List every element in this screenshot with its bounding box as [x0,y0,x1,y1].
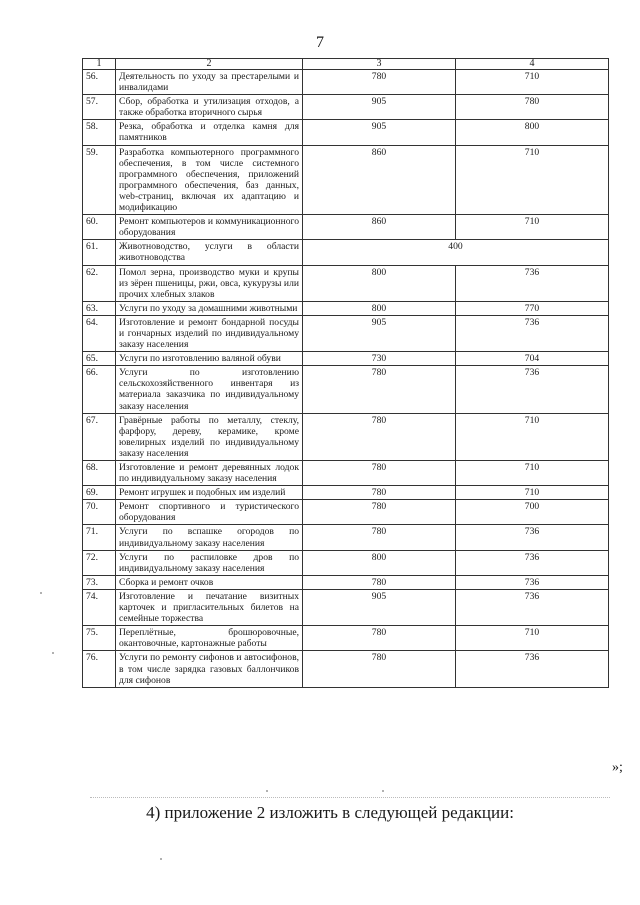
scan-speck [40,592,42,594]
row-number: 64. [83,315,116,351]
table-row [83,145,609,215]
table-row [83,352,609,366]
activity-description: Изготовление и ремонт бондарной посуды и гончарных изделий по индивидуальному заказу населения [116,315,303,351]
value-col-3: 780 [303,651,456,687]
value-col-4: 736 [456,651,609,687]
value-col-4: 700 [456,500,609,525]
row-number: 68. [83,461,116,486]
page-number: 7 [316,34,324,51]
activity-description: Разработка компьютерного программного обеспечения, в том числе системного программного обеспечения, приложений программного обеспечения, баз данных, web-страниц, включая их адаптацию и модификацию [116,145,303,215]
rates-table [82,58,609,688]
table-row [83,315,609,351]
activity-description: Ремонт спортивного и туристического оборудования [116,500,303,525]
value-col-4: 710 [456,486,609,500]
value-col-3: 800 [303,301,456,315]
scan-speck [52,652,54,654]
row-number: 62. [83,265,116,301]
row-number: 65. [83,352,116,366]
value-col-4: 736 [456,366,609,413]
header-col-3: 3 [303,59,456,70]
header-col-2: 2 [116,59,303,70]
row-number: 76. [83,651,116,687]
header-col-1: 1 [83,59,116,70]
value-col-4: 710 [456,626,609,651]
table-row [83,215,609,240]
row-number: 60. [83,215,116,240]
value-col-3: 780 [303,486,456,500]
table-row [83,651,609,687]
value-col-3: 800 [303,265,456,301]
row-number: 61. [83,240,116,265]
activity-description: Ремонт компьютеров и коммуникационного оборудования [116,215,303,240]
row-number: 58. [83,120,116,145]
value-col-4: 770 [456,301,609,315]
value-col-3: 780 [303,70,456,95]
table-row [83,366,609,413]
header-col-4: 4 [456,59,609,70]
row-number: 56. [83,70,116,95]
value-col-4: 704 [456,352,609,366]
table-row [83,525,609,550]
activity-description: Гравёрные работы по металлу, стеклу, фарфору, дереву, керамике, кроме ювелирных изделий по индивидуальному заказу населения [116,413,303,460]
row-number: 75. [83,626,116,651]
value-col-4: 736 [456,265,609,301]
value-col-3: 860 [303,145,456,215]
table-row [83,265,609,301]
row-number: 63. [83,301,116,315]
value-col-3: 905 [303,95,456,120]
separator-line [90,797,610,798]
table-row [83,486,609,500]
row-number: 59. [83,145,116,215]
value-col-4: 710 [456,70,609,95]
activity-description: Услуги по ремонту сифонов и автосифонов, в том числе зарядка газовых баллончиков для сифонов [116,651,303,687]
value-col-3: 905 [303,120,456,145]
table-body [83,70,609,688]
value-col-3: 780 [303,413,456,460]
table-row [83,240,609,265]
activity-description: Услуги по изготовлению сельскохозяйственного инвентаря из материала заказчика по индивидуальному заказу населения [116,366,303,413]
value-col-3: 780 [303,366,456,413]
merged-value: 400 [303,240,609,265]
value-col-3: 860 [303,215,456,240]
table-row [83,301,609,315]
value-col-4: 736 [456,315,609,351]
value-col-4: 736 [456,589,609,625]
row-number: 70. [83,500,116,525]
table-row [83,95,609,120]
value-col-4: 780 [456,95,609,120]
activity-description: Переплётные, брошюровочные, окантовочные, картонажные работы [116,626,303,651]
value-col-4: 710 [456,215,609,240]
row-number: 73. [83,575,116,589]
activity-description: Деятельность по уходу за престарелыми и инвалидами [116,70,303,95]
value-col-3: 905 [303,315,456,351]
activity-description: Изготовление и ремонт деревянных лодок по индивидуальному заказу населения [116,461,303,486]
value-col-3: 780 [303,525,456,550]
table-row [83,413,609,460]
row-number: 57. [83,95,116,120]
value-col-4: 710 [456,461,609,486]
value-col-3: 780 [303,626,456,651]
row-number: 71. [83,525,116,550]
value-col-3: 730 [303,352,456,366]
row-number: 66. [83,366,116,413]
value-col-3: 780 [303,575,456,589]
row-number: 69. [83,486,116,500]
activity-description: Резка, обработка и отделка камня для памятников [116,120,303,145]
table-row [83,70,609,95]
activity-description: Помол зерна, производство муки и крупы из зёрен пшеницы, ржи, овса, кукурузы или прочих хлебных злаков [116,265,303,301]
value-col-4: 800 [456,120,609,145]
value-col-3: 780 [303,461,456,486]
table-row [83,575,609,589]
table-row [83,589,609,625]
row-number: 72. [83,550,116,575]
value-col-3: 780 [303,500,456,525]
value-col-4: 710 [456,413,609,460]
scan-speck [382,790,384,792]
amendment-text: 4) приложение 2 изложить в следующей редакции: [146,803,514,822]
activity-description: Услуги по распиловке дров по индивидуальному заказу населения [116,550,303,575]
value-col-4: 736 [456,525,609,550]
activity-description: Сборка и ремонт очков [116,575,303,589]
table-row [83,120,609,145]
scan-speck [160,858,162,860]
closing-quote: »; [612,760,623,775]
row-number: 74. [83,589,116,625]
value-col-3: 905 [303,589,456,625]
table-row [83,500,609,525]
value-col-3: 800 [303,550,456,575]
table-row [83,461,609,486]
activity-description: Услуги по изготовлению валяной обуви [116,352,303,366]
activity-description: Сбор, обработка и утилизация отходов, а также обработка вторичного сырья [116,95,303,120]
value-col-4: 710 [456,145,609,215]
table-row [83,626,609,651]
row-number: 67. [83,413,116,460]
activity-description: Услуги по уходу за домашними животными [116,301,303,315]
table-row [83,550,609,575]
value-col-4: 736 [456,550,609,575]
activity-description: Ремонт игрушек и подобных им изделий [116,486,303,500]
table-header-row [83,59,609,70]
scan-speck [266,790,268,792]
activity-description: Услуги по вспашке огородов по индивидуальному заказу населения [116,525,303,550]
value-col-4: 736 [456,575,609,589]
activity-description: Изготовление и печатание визитных карточек и пригласительных билетов на семейные торжества [116,589,303,625]
activity-description: Животноводство, услуги в области животноводства [116,240,303,265]
